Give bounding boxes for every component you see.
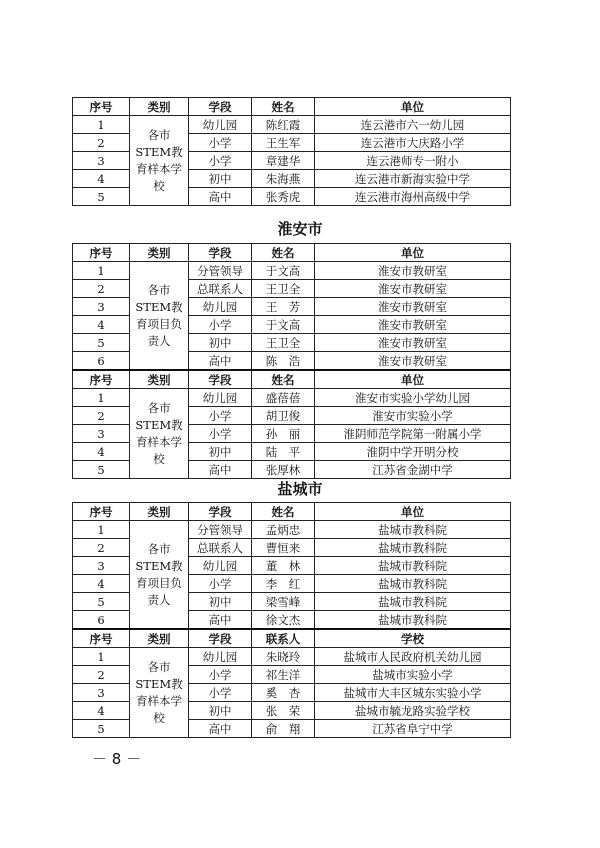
header-cell: 序号 [73, 98, 130, 116]
name-cell: 朱海燕 [252, 170, 315, 188]
name-cell: 陈 浩 [252, 352, 315, 371]
row-number: 5 [73, 720, 130, 738]
stage-cell: 初中 [189, 170, 252, 188]
stage-cell: 小学 [189, 666, 252, 684]
name-cell: 李 红 [252, 575, 315, 593]
header-cell: 类别 [130, 629, 189, 648]
name-cell: 张 荣 [252, 702, 315, 720]
name-cell: 章建华 [252, 152, 315, 170]
table-header-row [73, 98, 511, 116]
header-cell: 学段 [189, 370, 252, 389]
unit-cell: 连云港市新海实验中学 [315, 170, 511, 188]
name-cell: 孙 丽 [252, 425, 315, 443]
unit-cell: 江苏省阜宁中学 [315, 720, 511, 738]
header-cell: 序号 [73, 629, 130, 648]
unit-cell: 淮安市实验小学 [315, 407, 511, 425]
name-cell: 孟炳忠 [252, 521, 315, 539]
table-row [73, 521, 511, 539]
header-cell: 单位 [315, 244, 511, 262]
header-cell: 序号 [73, 370, 130, 389]
row-number: 4 [73, 170, 130, 188]
name-cell: 曹恒来 [252, 539, 315, 557]
unit-cell: 连云港师专一附小 [315, 152, 511, 170]
name-cell: 陈红霞 [252, 116, 315, 134]
unit-cell: 盐城市毓龙路实验学校 [315, 702, 511, 720]
page-number: － 8 － [92, 750, 142, 768]
huaian-table [72, 243, 511, 479]
header-cell: 学段 [189, 244, 252, 262]
header-cell: 类别 [130, 370, 189, 389]
header-cell: 类别 [130, 98, 189, 116]
stage-cell: 幼儿园 [189, 298, 252, 316]
unit-cell: 盐城市人民政府机关幼儿园 [315, 648, 511, 666]
header-cell: 序号 [73, 503, 130, 521]
stage-cell: 高中 [189, 352, 252, 371]
unit-cell: 淮阴中学开明分校 [315, 443, 511, 461]
stage-cell: 总联系人 [189, 280, 252, 298]
unit-cell: 盐城市实验小学 [315, 666, 511, 684]
name-cell: 王卫全 [252, 334, 315, 352]
row-number: 4 [73, 443, 130, 461]
name-cell: 盛蓓蓓 [252, 389, 315, 407]
unit-cell: 江苏省金湖中学 [315, 461, 511, 479]
name-cell: 朱晓玲 [252, 648, 315, 666]
name-cell: 胡卫俊 [252, 407, 315, 425]
header-cell: 姓名 [252, 98, 315, 116]
table-header-row [73, 244, 511, 262]
row-number: 4 [73, 575, 130, 593]
unit-cell: 淮安市教研室 [315, 298, 511, 316]
stage-cell: 小学 [189, 152, 252, 170]
header-cell: 学段 [189, 503, 252, 521]
row-number: 3 [73, 298, 130, 316]
stage-cell: 分管领导 [189, 521, 252, 539]
row-number: 6 [73, 611, 130, 630]
stage-cell: 初中 [189, 334, 252, 352]
yancheng-table [72, 502, 511, 738]
table-subheader-row [73, 629, 511, 648]
stage-cell: 幼儿园 [189, 557, 252, 575]
unit-cell: 盐城市教科院 [315, 575, 511, 593]
stage-cell: 小学 [189, 684, 252, 702]
row-number: 3 [73, 557, 130, 575]
row-number: 1 [73, 262, 130, 280]
category-cell: 各市STEM教育样本学校 [130, 648, 189, 738]
header-cell: 单位 [315, 98, 511, 116]
unit-cell: 淮安市实验小学幼儿园 [315, 389, 511, 407]
stage-cell: 小学 [189, 575, 252, 593]
row-number: 5 [73, 461, 130, 479]
name-cell: 于文高 [252, 316, 315, 334]
unit-cell: 连云港市六一幼儿园 [315, 116, 511, 134]
name-cell: 王 芳 [252, 298, 315, 316]
category-cell: 各市STEM教育样本学校 [130, 389, 189, 479]
row-number: 2 [73, 539, 130, 557]
row-number: 4 [73, 702, 130, 720]
unit-cell: 盐城市大丰区城东实验小学 [315, 684, 511, 702]
unit-cell: 淮安市教研室 [315, 334, 511, 352]
unit-cell: 盐城市教科院 [315, 557, 511, 575]
row-number: 1 [73, 648, 130, 666]
city-heading-huaian: 淮安市 [277, 220, 323, 238]
unit-cell: 盐城市教科院 [315, 539, 511, 557]
stage-cell: 初中 [189, 443, 252, 461]
unit-cell: 盐城市教科院 [315, 521, 511, 539]
stage-cell: 幼儿园 [189, 648, 252, 666]
header-cell: 学校 [315, 629, 511, 648]
unit-cell: 淮安市教研室 [315, 262, 511, 280]
row-number: 2 [73, 666, 130, 684]
unit-cell: 淮安市教研室 [315, 352, 511, 371]
row-number: 3 [73, 684, 130, 702]
category-cell: 各市STEM教育项目负责人 [130, 262, 189, 371]
name-cell: 梁雪峰 [252, 593, 315, 611]
row-number: 6 [73, 352, 130, 371]
table-subheader-row [73, 370, 511, 389]
stage-cell: 幼儿园 [189, 116, 252, 134]
header-cell: 姓名 [252, 503, 315, 521]
unit-cell: 盐城市教科院 [315, 611, 511, 630]
unit-cell: 淮安市教研室 [315, 316, 511, 334]
stage-cell: 高中 [189, 611, 252, 630]
header-cell: 序号 [73, 244, 130, 262]
name-cell: 徐文杰 [252, 611, 315, 630]
name-cell: 董 林 [252, 557, 315, 575]
name-cell: 陆 平 [252, 443, 315, 461]
unit-cell: 连云港市大庆路小学 [315, 134, 511, 152]
name-cell: 俞 翔 [252, 720, 315, 738]
row-number: 5 [73, 188, 130, 206]
row-number: 3 [73, 425, 130, 443]
row-number: 5 [73, 593, 130, 611]
stage-cell: 总联系人 [189, 539, 252, 557]
unit-cell: 淮阴师范学院第一附属小学 [315, 425, 511, 443]
row-number: 4 [73, 316, 130, 334]
row-number: 1 [73, 116, 130, 134]
table-header-row [73, 503, 511, 521]
stage-cell: 小学 [189, 134, 252, 152]
table-row [73, 262, 511, 280]
city-heading-yancheng: 盐城市 [277, 480, 323, 498]
stage-cell: 小学 [189, 407, 252, 425]
table-row [73, 648, 511, 666]
stage-cell: 高中 [189, 720, 252, 738]
header-cell: 姓名 [252, 244, 315, 262]
lianyungang-table [72, 97, 511, 206]
header-cell: 学段 [189, 629, 252, 648]
category-cell: 各市STEM教育样本学校 [130, 116, 189, 206]
stage-cell: 初中 [189, 593, 252, 611]
name-cell: 张秀虎 [252, 188, 315, 206]
name-cell: 王卫全 [252, 280, 315, 298]
row-number: 1 [73, 521, 130, 539]
unit-cell: 连云港市海州高级中学 [315, 188, 511, 206]
header-cell: 类别 [130, 244, 189, 262]
stage-cell: 幼儿园 [189, 389, 252, 407]
header-cell: 单位 [315, 503, 511, 521]
category-cell: 各市STEM教育项目负责人 [130, 521, 189, 630]
table-row [73, 389, 511, 407]
row-number: 2 [73, 407, 130, 425]
header-cell: 单位 [315, 370, 511, 389]
row-number: 2 [73, 280, 130, 298]
table-row [73, 116, 511, 134]
stage-cell: 小学 [189, 425, 252, 443]
stage-cell: 小学 [189, 316, 252, 334]
row-number: 2 [73, 134, 130, 152]
unit-cell: 盐城市教科院 [315, 593, 511, 611]
row-number: 1 [73, 389, 130, 407]
header-cell: 类别 [130, 503, 189, 521]
name-cell: 于文高 [252, 262, 315, 280]
header-cell: 联系人 [252, 629, 315, 648]
stage-cell: 高中 [189, 461, 252, 479]
row-number: 5 [73, 334, 130, 352]
stage-cell: 分管领导 [189, 262, 252, 280]
row-number: 3 [73, 152, 130, 170]
name-cell: 王生军 [252, 134, 315, 152]
stage-cell: 初中 [189, 702, 252, 720]
unit-cell: 淮安市教研室 [315, 280, 511, 298]
name-cell: 祁生洋 [252, 666, 315, 684]
header-cell: 姓名 [252, 370, 315, 389]
header-cell: 学段 [189, 98, 252, 116]
name-cell: 奚 杏 [252, 684, 315, 702]
stage-cell: 高中 [189, 188, 252, 206]
name-cell: 张厚林 [252, 461, 315, 479]
